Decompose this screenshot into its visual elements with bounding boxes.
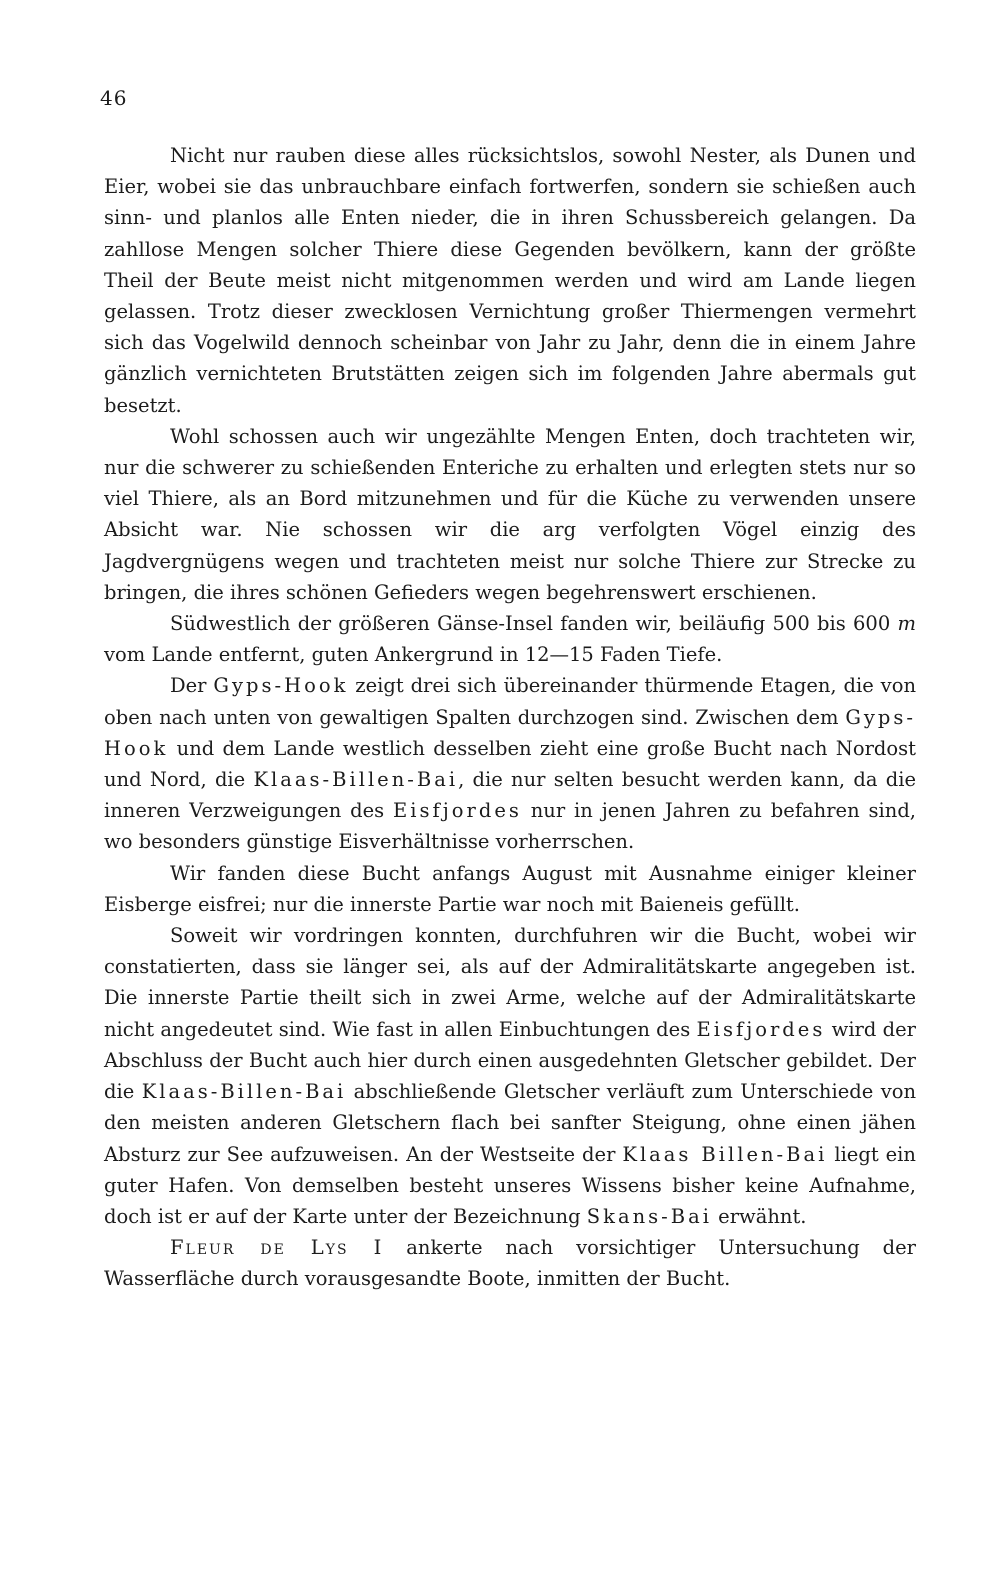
paragraph-4-text-a: Der xyxy=(170,674,214,698)
place-name-eisfjordes-2: Eisfjordes xyxy=(696,1017,826,1041)
paragraph-6-text-c: abschließende Gletscher verläuft zum Unterschiede von den meisten anderen Gletschern flach bei sanfter Steigung, ohne einen jähen Absturz zur See aufzuweisen. An der Westseite der xyxy=(104,1080,917,1166)
paragraph-3-text-b: vom Lande entfernt, guten Ankergrund in 12—15 Faden Tiefe. xyxy=(104,643,723,667)
place-name-eisfjordes: Eisfjordes xyxy=(393,799,522,823)
place-name-gyps-hook: Gyps-Hook xyxy=(213,674,349,698)
paragraph-5: Wir fanden diese Bucht anfangs August mit Ausnahme einiger kleiner Eisberge eisfrei; nur die innerste Partie war noch mit Baieneis gefüllt. xyxy=(104,861,916,916)
paragraph-6-text-b: wird der Abschluss der Bucht auch hier durch einen ausgedehnten Gletscher gebildet. Der die xyxy=(104,1017,917,1104)
place-name-gyps-hook-2: Gyps-Hook xyxy=(104,705,916,760)
paragraph-4 xyxy=(104,670,916,857)
paragraph-4-text-e: nur in jenen Jahren zu befahren sind, wo besonders günstige Eisverhältnisse vorherrschen. xyxy=(104,799,916,854)
paragraph-1: Nicht nur rauben diese alles rücksichtslos, sowohl Nester, als Dunen und Eier, wobei sie das unbrauchbare einfach fortwerfen, sondern sie schießen auch sinn- und planlos alle Enten nieder, die in ihren Schussbereich gelangen. Da zahllose Mengen solcher Thiere diese Gegenden bevölkern, kann der größte Theil der Beute meist nicht mitgenommen werden und wird am Lande liegen gelassen. Trotz dieser zwecklosen Vernichtung großer Thiermengen vermehrt sich das Vogelwild dennoch scheinbar von Jahr zu Jahr, denn die in einem Jahre gänzlich vernichteten Brutstätten zeigen sich im folgenden Jahre abermals gut besetzt. xyxy=(104,144,916,417)
ship-name: Fleur de Lys I xyxy=(170,1236,384,1260)
page-number: 46 xyxy=(100,86,128,110)
paragraph-7-text: ankerte nach vorsichtiger Untersuchung der Wasserfläche durch vorausgesandte Boote, inmitten der Bucht. xyxy=(104,1236,917,1291)
paragraph-6-text-e: erwähnt. xyxy=(711,1204,807,1228)
paragraph-6-text-d: liegt ein guter Hafen. Von demselben besteht unseres Wissens bisher keine Aufnahme, doch ist er auf der Karte unter der Bezeichnung xyxy=(104,1142,916,1228)
paragraph-3 xyxy=(104,608,916,670)
place-name-skans-bai: Skans-Bai xyxy=(586,1204,712,1228)
body-text xyxy=(104,140,916,1295)
unit-meter: m xyxy=(897,612,916,636)
paragraph-4-text-d: , die nur selten besucht werden kann, da die inneren Verzweigungen des xyxy=(104,768,916,823)
paragraph-4-text-c: und dem Lande westlich desselben zieht eine große Bucht nach Nordost und Nord, die xyxy=(104,736,916,792)
paragraph-7 xyxy=(104,1232,916,1294)
place-name-klaas-billen-bai-2: Klaas-Billen-Bai xyxy=(141,1080,347,1104)
paragraph-3-text-a: Südwestlich der größeren Gänse-Insel fanden wir, beiläufig 500 bis 600 xyxy=(170,612,898,636)
paragraph-2: Wohl schossen auch wir ungezählte Mengen Enten, doch trachteten wir, nur die schwerer zu schießenden Enteriche zu erhalten und erlegten stets nur so viel Thiere, als an Bord mitzunehmen und für die Küche zu verwenden unsere Absicht war. Nie schossen wir die arg verfolgten Vögel einzig des Jagdvergnügens wegen und trachteten meist nur solche Thiere zur Strecke zu bringen, die ihres schönen Gefieders wegen begehrenswert erschienen. xyxy=(104,424,916,604)
place-name-klaas-billen-bai: Klaas-Billen-Bai xyxy=(253,768,459,792)
paragraph-6 xyxy=(104,920,916,1232)
paragraph-6-text-a: Soweit wir vordringen konnten, durchfuhren wir die Bucht, wobei wir constatierten, dass sie länger sei, als auf der Admiralitätskarte angegeben ist. Die innerste Partie theilt sich in zwei Arme, welche auf der Admiralitätskarte nicht angedeutet sind. Wie fast in allen Einbuchtungen des xyxy=(104,924,916,1041)
paragraph-4-text-b: zeigt drei sich übereinander thürmende Etagen, die von oben nach unten von gewaltigen Spalten durchzogen sind. Zwischen dem xyxy=(104,674,916,729)
place-name-klaas-billen-bai-3: Klaas Billen-Bai xyxy=(622,1142,828,1166)
